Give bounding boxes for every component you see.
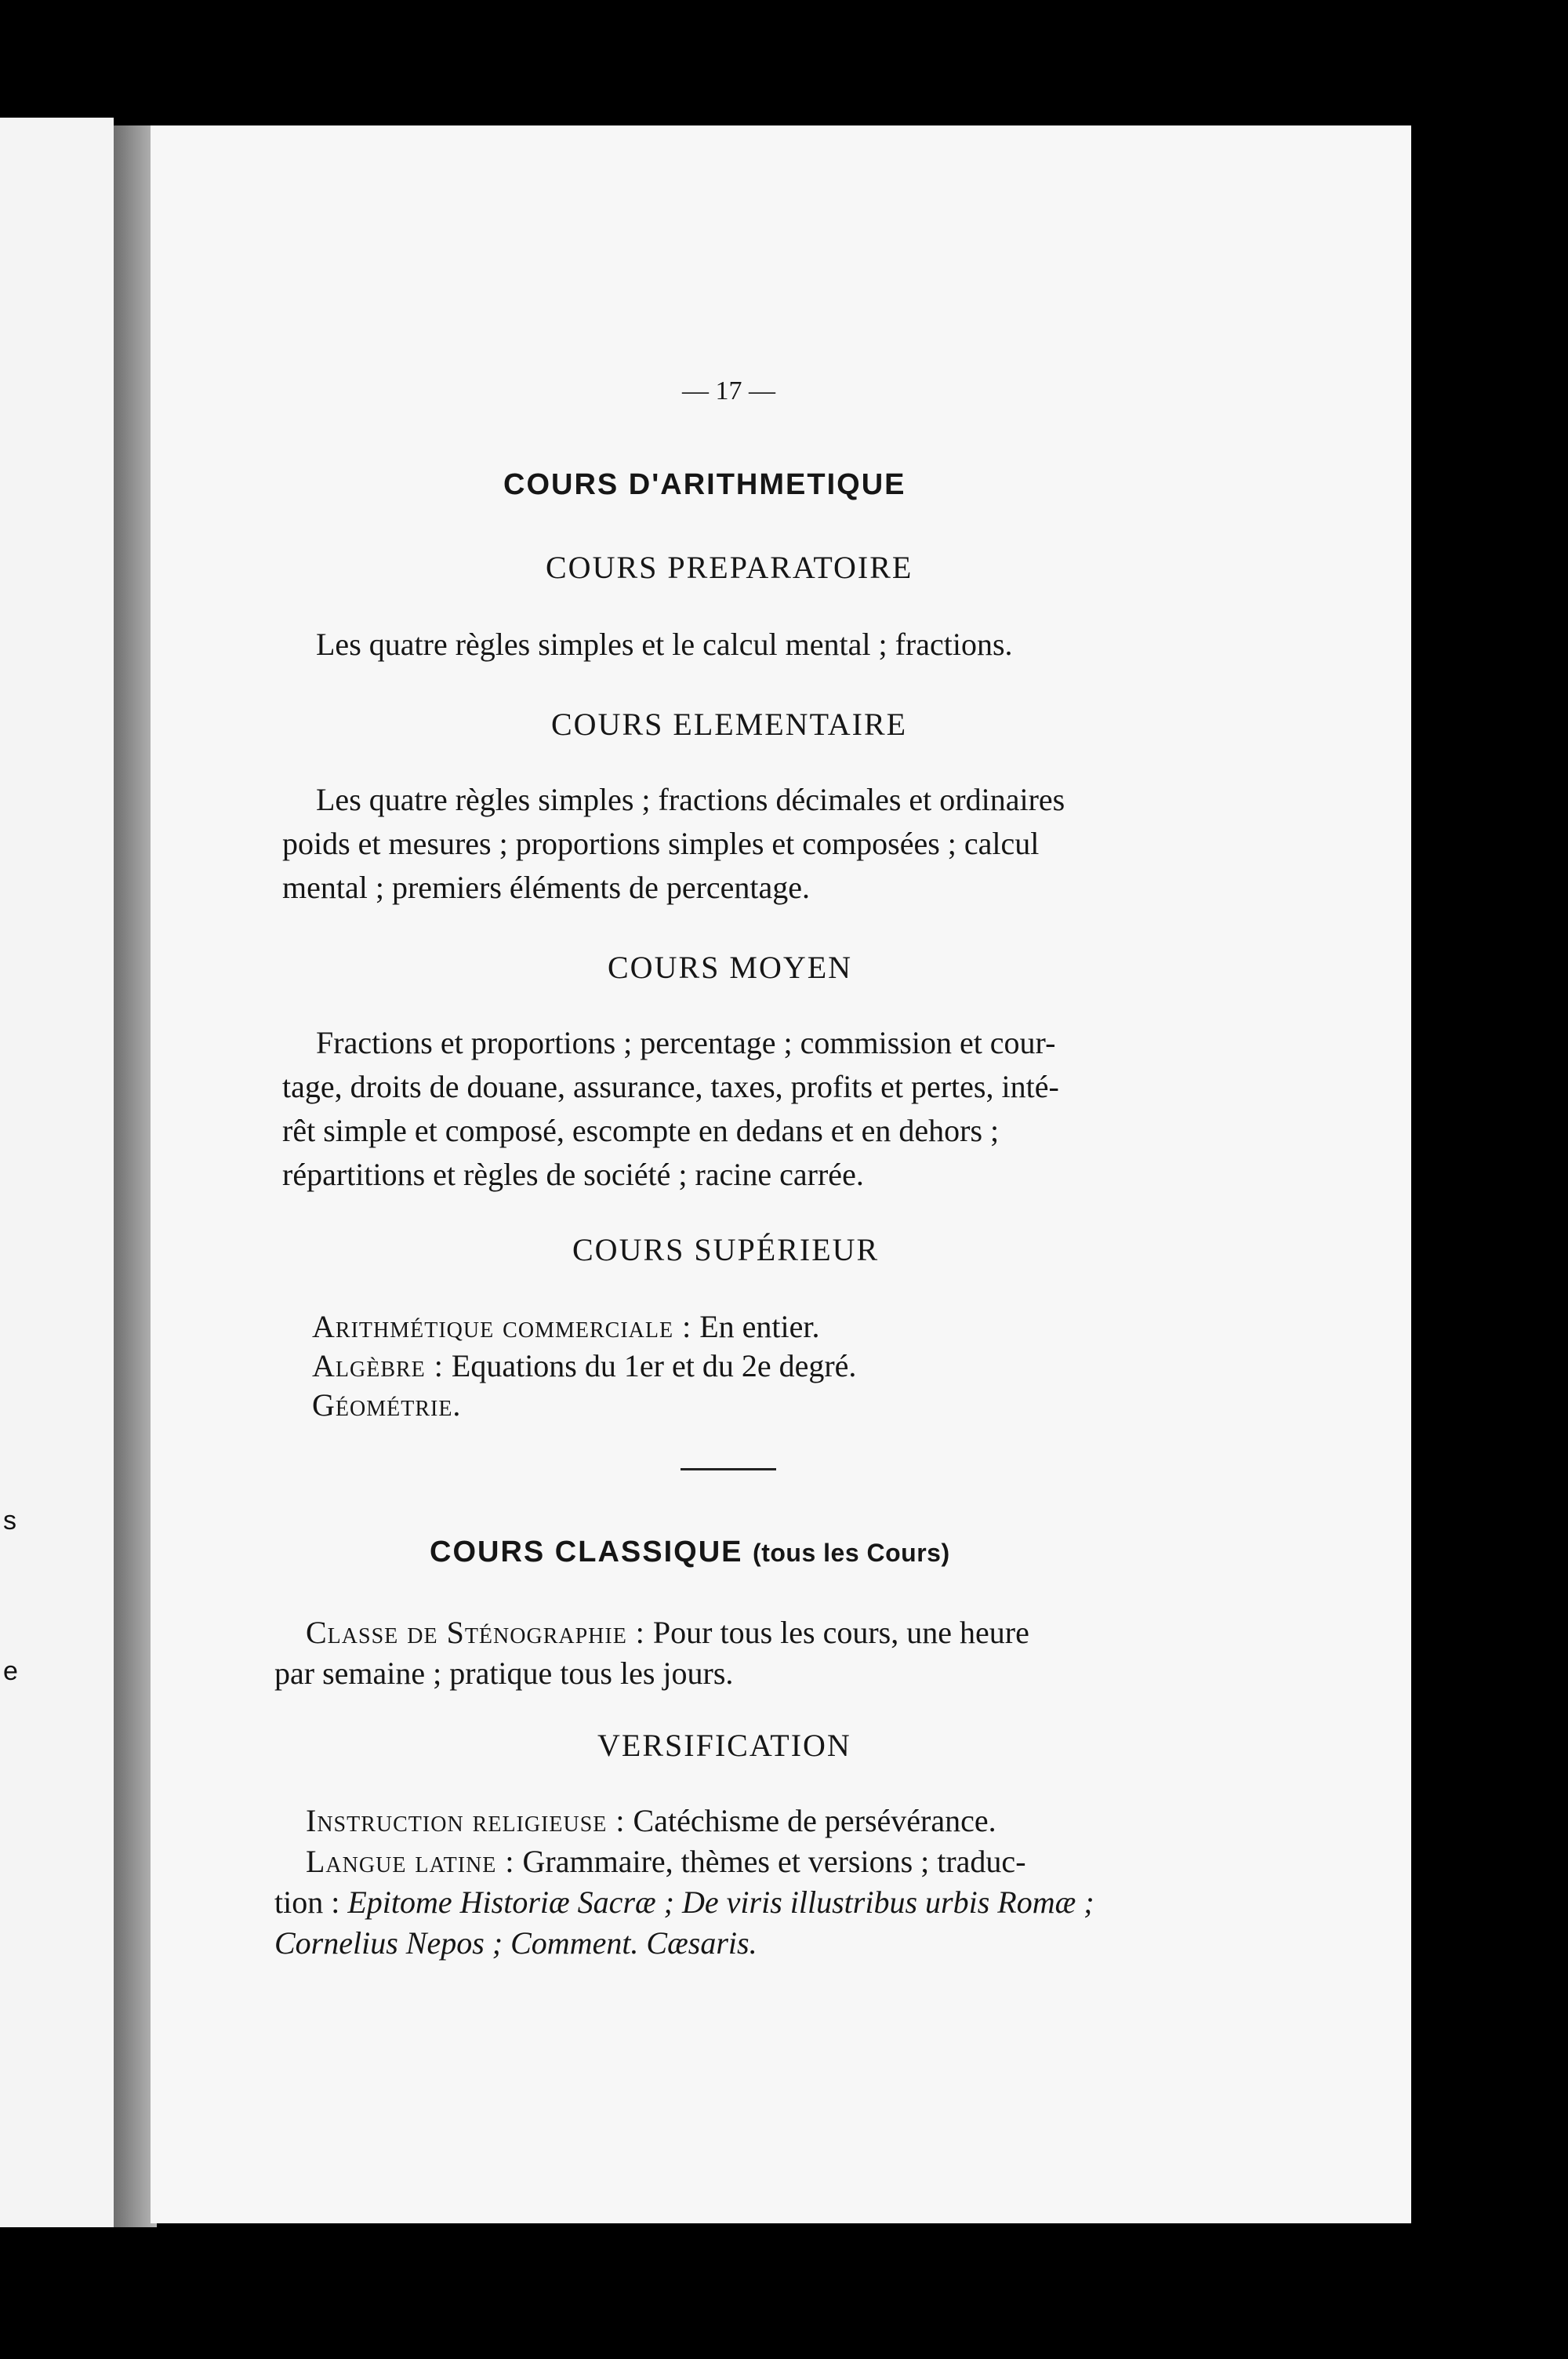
stenographie-line [306, 1614, 1029, 1651]
edge-char: s [3, 1506, 16, 1536]
subject-text: En entier. [699, 1309, 820, 1344]
heading-versification: VERSIFICATION [597, 1728, 851, 1763]
subject-item [312, 1308, 819, 1345]
text-line: rêt simple et composé, escompte en dedans et en dehors ; [282, 1113, 1000, 1148]
subject-label: Classe de Sténographie : [306, 1615, 645, 1650]
heading-cours-preparatoire: COURS PREPARATOIRE [546, 550, 913, 585]
subject-item [306, 1802, 996, 1839]
subject-item [312, 1347, 856, 1384]
text-line [274, 1884, 1094, 1921]
section-title-text: COURS CLASSIQUE [430, 1536, 743, 1568]
subject-text: Catéchisme de persévérance. [633, 1803, 996, 1838]
text-line: tage, droits de douane, assurance, taxes, profits et pertes, inté- [282, 1069, 1059, 1104]
text-line: Les quatre règles simples ; fractions décimales et ordinaires [316, 782, 1065, 817]
text-lead: tion : [274, 1885, 340, 1920]
text-line: par semaine ; pratique tous les jours. [274, 1656, 734, 1691]
section-divider [681, 1468, 776, 1470]
text-line: répartitions et règles de société ; racine carrée. [282, 1157, 864, 1192]
heading-cours-superieur: COURS SUPÉRIEUR [572, 1232, 880, 1267]
subject-text: Equations du 1er et du 2e degré. [451, 1348, 857, 1383]
section-title-classique [430, 1536, 950, 1569]
edge-char: e [3, 1656, 18, 1686]
heading-cours-elementaire: COURS ELEMENTAIRE [551, 707, 908, 742]
subject-label: Algèbre : [312, 1348, 444, 1383]
text-line: Fractions et proportions ; percentage ; commission et cour- [316, 1025, 1056, 1060]
subject-label: Instruction religieuse : [306, 1803, 626, 1838]
text-line: Les quatre règles simples et le calcul mental ; fractions. [316, 627, 1013, 662]
subject-text: Pour tous les cours, une heure [652, 1615, 1029, 1650]
text-line: poids et mesures ; proportions simples et composées ; calcul [282, 826, 1040, 861]
subject-text: Grammaire, thèmes et versions ; traduc- [522, 1844, 1026, 1879]
section-title-paren: (tous les Cours) [753, 1539, 950, 1567]
text-line: mental ; premiers éléments de percentage. [282, 870, 811, 905]
subject-label: Arithmétique commerciale : [312, 1309, 692, 1344]
latin-works: Epitome Historiæ Sacræ ; De viris illustribus urbis Romæ ; [347, 1885, 1094, 1920]
section-title-arithmetique: COURS D'ARITHMETIQUE [503, 468, 906, 501]
subject-label: Langue latine : [306, 1844, 515, 1879]
heading-cours-moyen: COURS MOYEN [608, 950, 853, 985]
subject-label: Géométrie. [312, 1387, 462, 1423]
latin-works: Cornelius Nepos ; Comment. Cæsaris. [274, 1925, 757, 1961]
page-number: — 17 — [682, 376, 775, 405]
subject-item [306, 1843, 1026, 1880]
subject-item [312, 1387, 461, 1423]
left-page-edge [0, 118, 114, 2227]
